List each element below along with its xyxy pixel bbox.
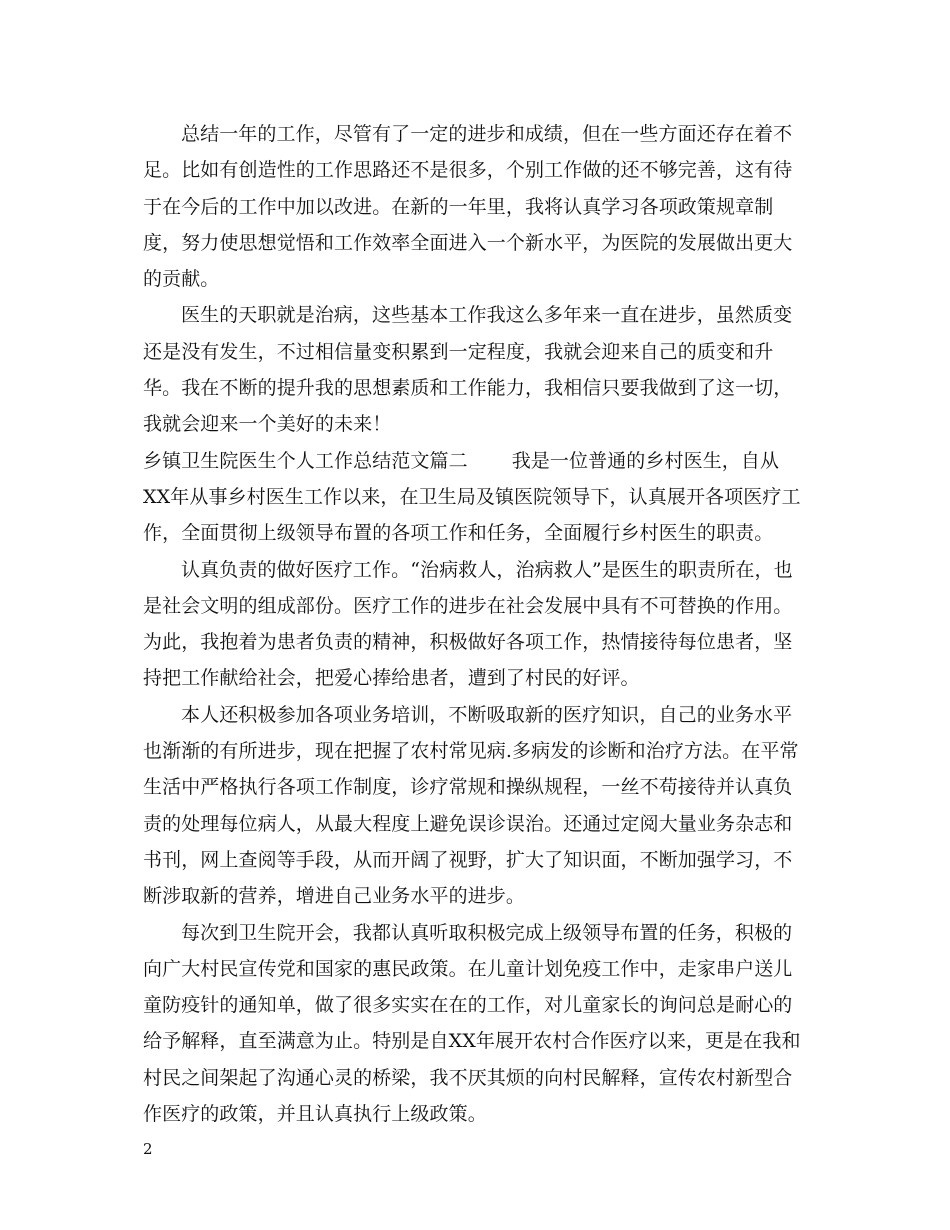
paragraph-medical-work: 认真负责的做好医疗工作。“治病救人，治病救人”是医生的职责所在，也是社会文明的组成部份。医疗工作的进步在社会发展中具有不可替换的作用。为此，我抱着为患者负责的精神，积极做好各项工作，热情接待每位患者，坚持把工作献给社会，把爱心捧给患者，遭到了村民的好评。 (143, 558, 793, 690)
page-number: 2 (143, 1140, 153, 1158)
paragraph-doctor-duty: 医生的天职就是治病，这些基本工作我这么多年来一直在进步，虽然质变还是没有发生，不过相信量变积累到一定程度，我就会迎来自己的质变和升华。我在不断的提升我的思想素质和工作能力，我相信只要我做到了这一切，我就会迎来一个美好的未来！ (143, 304, 793, 436)
section-intro: 我是一位普通的乡村医生，自从XX年从事乡村医生工作以来，在卫生局及镇医院领导下，认真展开各项医疗工作，全面贯彻上级领导布置的各项工作和任务，全面履行乡村医生的职责。 (143, 449, 801, 545)
section-two-opening (143, 443, 803, 552)
paragraph-training: 本人还积极参加各项业务培训，不断吸取新的医疗知识，自己的业务水平也渐渐的有所进步，现在把握了农村常见病.多病发的诊断和治疗方法。在平常生活中严格执行各项工作制度，诊疗常规和操纵规程，一丝不苟接待并认真负责的处理每位病人，从最大程度上避免误诊误治。还通过定阅大量业务杂志和书刊，网上查阅等手段，从而开阔了视野，扩大了知识面，不断加强学习，不断涉取新的营养，增进自己业务水平的进步。 (143, 703, 799, 908)
section-heading: 乡镇卫生院医生个人工作总结范文篇二 (143, 449, 468, 472)
paragraph-policy-work: 每次到卫生院开会，我都认真听取积极完成上级领导布置的任务，积极的向广大村民宣传党和国家的惠民政策。在儿童计划免疫工作中，走家串户送儿童防疫针的通知单，做了很多实实在在的工作，对儿童家长的询问总是耐心的给予解释，直至满意为止。特别是自XX年展开农村合作医疗以来，更是在我和村民之间架起了沟通心灵的桥梁，我不厌其烦的向村民解释，宣传农村新型合作医疗的政策，并且认真执行上级政策。 (143, 921, 801, 1126)
paragraph-summary: 总结一年的工作，尽管有了一定的进步和成绩，但在一些方面还存在着不足。比如有创造性的工作思路还不是很多，个别工作做的还不够完善，这有待于在今后的工作中加以改进。在新的一年里，我将认真学习各项政策规章制度，努力使思想觉悟和工作效率全面进入一个新水平，为医院的发展做出更大的贡献。 (143, 123, 793, 291)
document-body (143, 116, 803, 1132)
